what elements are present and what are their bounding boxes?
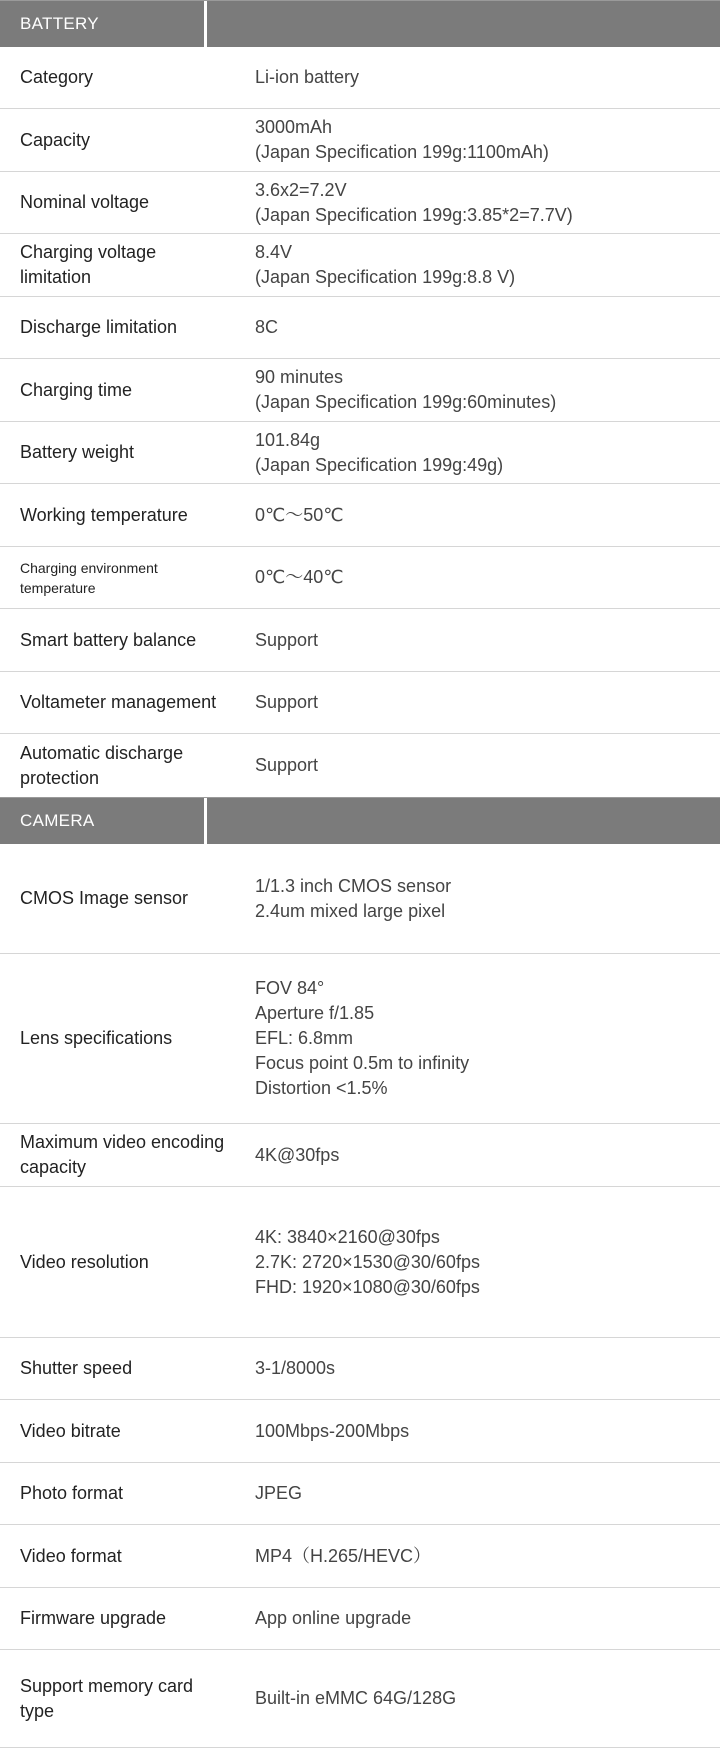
spec-row-discharge-limitation bbox=[0, 297, 720, 359]
spec-row-voltameter-management bbox=[0, 672, 720, 734]
spec-value: 0℃～50℃ bbox=[255, 504, 344, 525]
spec-row-video-resolution bbox=[0, 1187, 720, 1338]
spec-label: Category bbox=[20, 67, 94, 87]
spec-value: Li-ion battery bbox=[255, 67, 360, 87]
spec-row-video-format bbox=[0, 1525, 720, 1588]
spec-value: 3000mAh (Japan Specification 199g:1100mAh) bbox=[255, 117, 549, 162]
spec-row-photo-format bbox=[0, 1463, 720, 1525]
spec-label: Smart battery balance bbox=[20, 629, 197, 650]
spec-label: Shutter speed bbox=[20, 1358, 133, 1378]
spec-label: Support memory card type bbox=[20, 1675, 194, 1721]
spec-value: 0℃～40℃ bbox=[255, 567, 344, 587]
spec-row-charging-time bbox=[0, 359, 720, 422]
spec-label: Charging time bbox=[20, 379, 133, 400]
spec-row-shutter-speed bbox=[0, 1338, 720, 1400]
spec-value: Support bbox=[255, 755, 319, 775]
spec-value: 1/1.3 inch CMOS sensor 2.4um mixed large pixel bbox=[255, 875, 452, 921]
spec-value: MP4（H.265/HEVC） bbox=[255, 1545, 432, 1566]
spec-label: Video format bbox=[20, 1545, 122, 1566]
spec-value: 8.4V (Japan Specification 199g:8.8 V) bbox=[255, 242, 516, 287]
spec-row-charging-voltage bbox=[0, 234, 720, 297]
spec-row-firmware-upgrade bbox=[0, 1588, 720, 1650]
spec-row-support-memory-card-type bbox=[0, 1650, 720, 1748]
spec-value: 3.6x2=7.2V (Japan Specification 199g:3.85*2=7.7V) bbox=[255, 179, 573, 225]
spec-label: Nominal voltage bbox=[20, 192, 150, 212]
spec-label: Photo format bbox=[20, 1483, 124, 1503]
camera-section-title: CAMERA bbox=[20, 811, 95, 830]
spec-label: Maximum video encoding capacity bbox=[20, 1132, 225, 1177]
spec-label: Firmware upgrade bbox=[20, 1608, 167, 1628]
spec-row-working-temperature bbox=[0, 484, 720, 547]
battery-section-title: BATTERY bbox=[20, 14, 99, 33]
spec-value: App online upgrade bbox=[255, 1608, 412, 1628]
spec-row-video-bitrate bbox=[0, 1400, 720, 1463]
spec-row-smart-battery-balance bbox=[0, 609, 720, 672]
battery-section-header bbox=[0, 0, 720, 47]
spec-label: Working temperature bbox=[20, 504, 188, 525]
spec-value: Support bbox=[255, 629, 319, 650]
spec-value: FOV 84° Aperture f/1.85 EFL: 6.8mm Focus point 0.5m to infinity Distortion <1.5% bbox=[255, 978, 470, 1098]
spec-value: 3-1/8000s bbox=[255, 1358, 336, 1378]
spec-label: Discharge limitation bbox=[20, 317, 178, 337]
spec-value: Built-in eMMC 64G/128G bbox=[255, 1688, 457, 1708]
spec-row-maximum-video-encoding bbox=[0, 1124, 720, 1187]
spec-value: 90 minutes (Japan Specification 199g:60minutes) bbox=[255, 367, 557, 412]
spec-row-lens-specifications bbox=[0, 954, 720, 1124]
spec-row-charging-environment-temperature bbox=[0, 547, 720, 609]
spec-label: Capacity bbox=[20, 129, 91, 150]
spec-value: 8C bbox=[255, 317, 279, 337]
spec-row-capacity bbox=[0, 109, 720, 172]
spec-label: Voltameter management bbox=[20, 692, 217, 712]
camera-section-header bbox=[0, 797, 720, 844]
spec-label: Lens specifications bbox=[20, 1028, 173, 1048]
spec-row-nominal-voltage bbox=[0, 172, 720, 234]
spec-label: Video bitrate bbox=[20, 1420, 121, 1441]
spec-row-category bbox=[0, 47, 720, 109]
spec-value: JPEG bbox=[255, 1483, 303, 1503]
spec-value: 100Mbps-200Mbps bbox=[255, 1420, 410, 1441]
spec-label: Charging environment temperature bbox=[20, 559, 158, 596]
spec-label: Charging voltage limitation bbox=[20, 242, 157, 287]
spec-label: Automatic discharge protection bbox=[20, 742, 184, 788]
spec-row-battery-weight bbox=[0, 422, 720, 484]
spec-label: Video resolution bbox=[20, 1251, 149, 1272]
spec-row-cmos-image-sensor bbox=[0, 844, 720, 954]
spec-value: Support bbox=[255, 692, 319, 712]
spec-value: 4K@30fps bbox=[255, 1144, 340, 1165]
spec-value: 101.84g (Japan Specification 199g:49g) bbox=[255, 429, 504, 475]
spec-value: 4K: 3840×2160@30fps 2.7K: 2720×1530@30/60fps FHD: 1920×1080@30/60fps bbox=[255, 1226, 480, 1297]
spec-label: Battery weight bbox=[20, 442, 135, 462]
spec-row-automatic-discharge-protection bbox=[0, 734, 720, 797]
spec-label: CMOS Image sensor bbox=[20, 888, 189, 908]
